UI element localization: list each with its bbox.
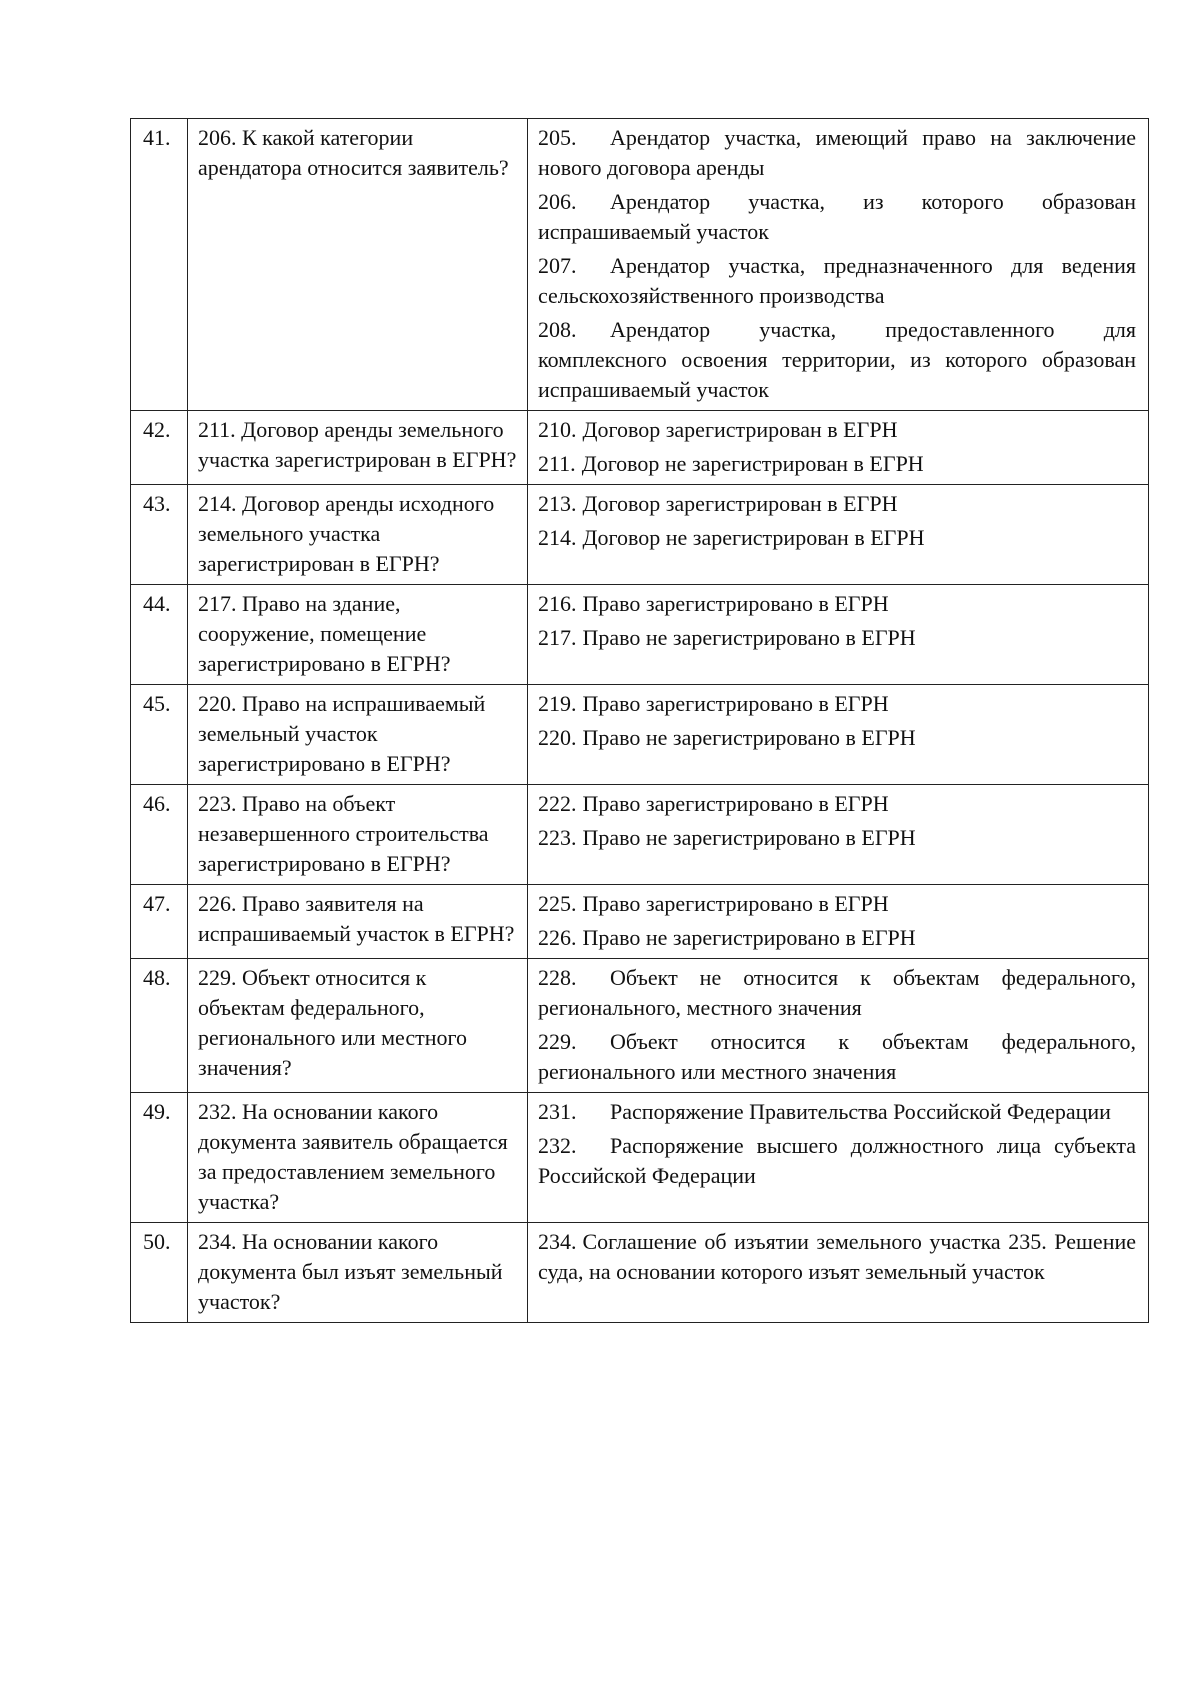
answer-number: 219. <box>538 691 577 716</box>
answer-option <box>538 123 1136 183</box>
answer-number: 222. <box>538 791 577 816</box>
answer-number: 210. <box>538 417 577 442</box>
question-cell: 229. Объект относится к объектам федерального, регионального или местного значения? <box>188 959 528 1093</box>
answer-text: Договор не зарегистрирован в ЕГРН <box>581 451 924 476</box>
answer-number: 207. <box>538 253 577 278</box>
row-number: 44. <box>131 585 188 685</box>
answer-number: 226. <box>538 925 577 950</box>
answer-text: Арендатор участка, из которого образован испрашиваемый участок <box>538 189 1136 244</box>
answer-option <box>538 1097 1136 1127</box>
answer-number: 220. <box>538 725 577 750</box>
answer-text: Арендатор участка, предоставленного для комплексного освоения территории, из которого образован испрашиваемый участок <box>538 317 1136 402</box>
answer-text: Объект не относится к объектам федерального, регионального, местного значения <box>538 965 1136 1020</box>
answers-cell <box>528 1223 1149 1323</box>
answer-option <box>538 415 1136 445</box>
answer-number: 213. <box>538 491 577 516</box>
answer-option <box>538 187 1136 247</box>
answer-text: Право зарегистрировано в ЕГРН <box>582 891 889 916</box>
question-cell: 206. К какой категории арендатора относится заявитель? <box>188 119 528 411</box>
answer-option <box>538 1131 1136 1191</box>
question-cell: 211. Договор аренды земельного участка зарегистрирован в ЕГРН? <box>188 411 528 485</box>
table-row <box>131 585 1149 685</box>
answer-text: Право не зарегистрировано в ЕГРН <box>582 825 916 850</box>
answer-text: Право не зарегистрировано в ЕГРН <box>582 625 916 650</box>
answer-option <box>538 1027 1136 1087</box>
answer-text: Договор зарегистрирован в ЕГРН <box>582 491 898 516</box>
row-number: 43. <box>131 485 188 585</box>
table-row <box>131 119 1149 411</box>
answer-text: Договор зарегистрирован в ЕГРН <box>582 417 898 442</box>
answer-option <box>538 723 1136 753</box>
answer-text: Право не зарегистрировано в ЕГРН <box>582 725 916 750</box>
answer-option <box>538 315 1136 405</box>
row-number: 41. <box>131 119 188 411</box>
answer-text: Право зарегистрировано в ЕГРН <box>582 691 889 716</box>
table-row <box>131 1223 1149 1323</box>
table-row <box>131 1093 1149 1223</box>
answer-number: 214. <box>538 525 577 550</box>
answer-option <box>538 823 1136 853</box>
answer-text: Распоряжение Правительства Российской Федерации <box>610 1099 1111 1124</box>
question-cell: 217. Право на здание, сооружение, помещение зарегистрировано в ЕГРН? <box>188 585 528 685</box>
answer-option <box>538 923 1136 953</box>
row-number: 49. <box>131 1093 188 1223</box>
row-number: 48. <box>131 959 188 1093</box>
answer-number: 216. <box>538 591 577 616</box>
table-row <box>131 785 1149 885</box>
questions-table <box>130 118 1149 1323</box>
answers-cell <box>528 1093 1149 1223</box>
answer-text: Объект относится к объектам федерального, регионального или местного значения <box>538 1029 1136 1084</box>
table-row <box>131 959 1149 1093</box>
question-cell: 234. На основании какого документа был изъят земельный участок? <box>188 1223 528 1323</box>
answer-text: Право зарегистрировано в ЕГРН <box>582 591 889 616</box>
row-number: 50. <box>131 1223 188 1323</box>
row-number: 45. <box>131 685 188 785</box>
answers-cell <box>528 785 1149 885</box>
answer-number: 223. <box>538 825 577 850</box>
answer-option <box>538 889 1136 919</box>
answer-option <box>538 449 1136 479</box>
answers-cell <box>528 885 1149 959</box>
answer-option <box>538 623 1136 653</box>
answer-option <box>538 689 1136 719</box>
answer-number: 231. <box>538 1099 577 1124</box>
answer-option <box>538 589 1136 619</box>
row-number: 46. <box>131 785 188 885</box>
answer-number: 225. <box>538 891 577 916</box>
answer-number: 229. <box>538 1029 577 1054</box>
answer-number: 211. <box>538 451 576 476</box>
answer-number: 205. <box>538 125 577 150</box>
table-body <box>131 119 1149 1323</box>
answer-number: 232. <box>538 1133 577 1158</box>
answer-text: Право зарегистрировано в ЕГРН <box>582 791 889 816</box>
answer-option <box>538 489 1136 519</box>
answer-number: 228. <box>538 965 577 990</box>
answer-number: 208. <box>538 317 577 342</box>
answers-cell <box>528 119 1149 411</box>
answer-number: 206. <box>538 189 577 214</box>
answer-option <box>538 523 1136 553</box>
answer-option <box>538 963 1136 1023</box>
table-row <box>131 485 1149 585</box>
question-cell: 214. Договор аренды исходного земельного участка зарегистрирован в ЕГРН? <box>188 485 528 585</box>
answer-option <box>538 1227 1136 1287</box>
question-cell: 232. На основании какого документа заявитель обращается за предоставлением земельного участка? <box>188 1093 528 1223</box>
question-cell: 223. Право на объект незавершенного строительства зарегистрировано в ЕГРН? <box>188 785 528 885</box>
answer-option <box>538 789 1136 819</box>
answer-text: Арендатор участка, имеющий право на заключение нового договора аренды <box>538 125 1136 180</box>
answer-text: Распоряжение высшего должностного лица субъекта Российской Федерации <box>538 1133 1136 1188</box>
row-number: 42. <box>131 411 188 485</box>
answer-number: 234. <box>538 1229 577 1254</box>
answer-number: 217. <box>538 625 577 650</box>
answers-cell <box>528 411 1149 485</box>
document-page <box>130 118 1148 1323</box>
answer-text: Соглашение об изъятии земельного участка 235. Решение суда, на основании которого изъят земельный участок <box>538 1229 1136 1284</box>
table-row <box>131 885 1149 959</box>
table-row <box>131 411 1149 485</box>
answer-text: Договор не зарегистрирован в ЕГРН <box>582 525 925 550</box>
answers-cell <box>528 485 1149 585</box>
answer-option <box>538 251 1136 311</box>
question-cell: 220. Право на испрашиваемый земельный участок зарегистрировано в ЕГРН? <box>188 685 528 785</box>
answer-text: Арендатор участка, предназначенного для ведения сельскохозяйственного производства <box>538 253 1136 308</box>
question-cell: 226. Право заявителя на испрашиваемый участок в ЕГРН? <box>188 885 528 959</box>
answers-cell <box>528 585 1149 685</box>
answers-cell <box>528 959 1149 1093</box>
answer-text: Право не зарегистрировано в ЕГРН <box>582 925 916 950</box>
row-number: 47. <box>131 885 188 959</box>
table-row <box>131 685 1149 785</box>
answers-cell <box>528 685 1149 785</box>
